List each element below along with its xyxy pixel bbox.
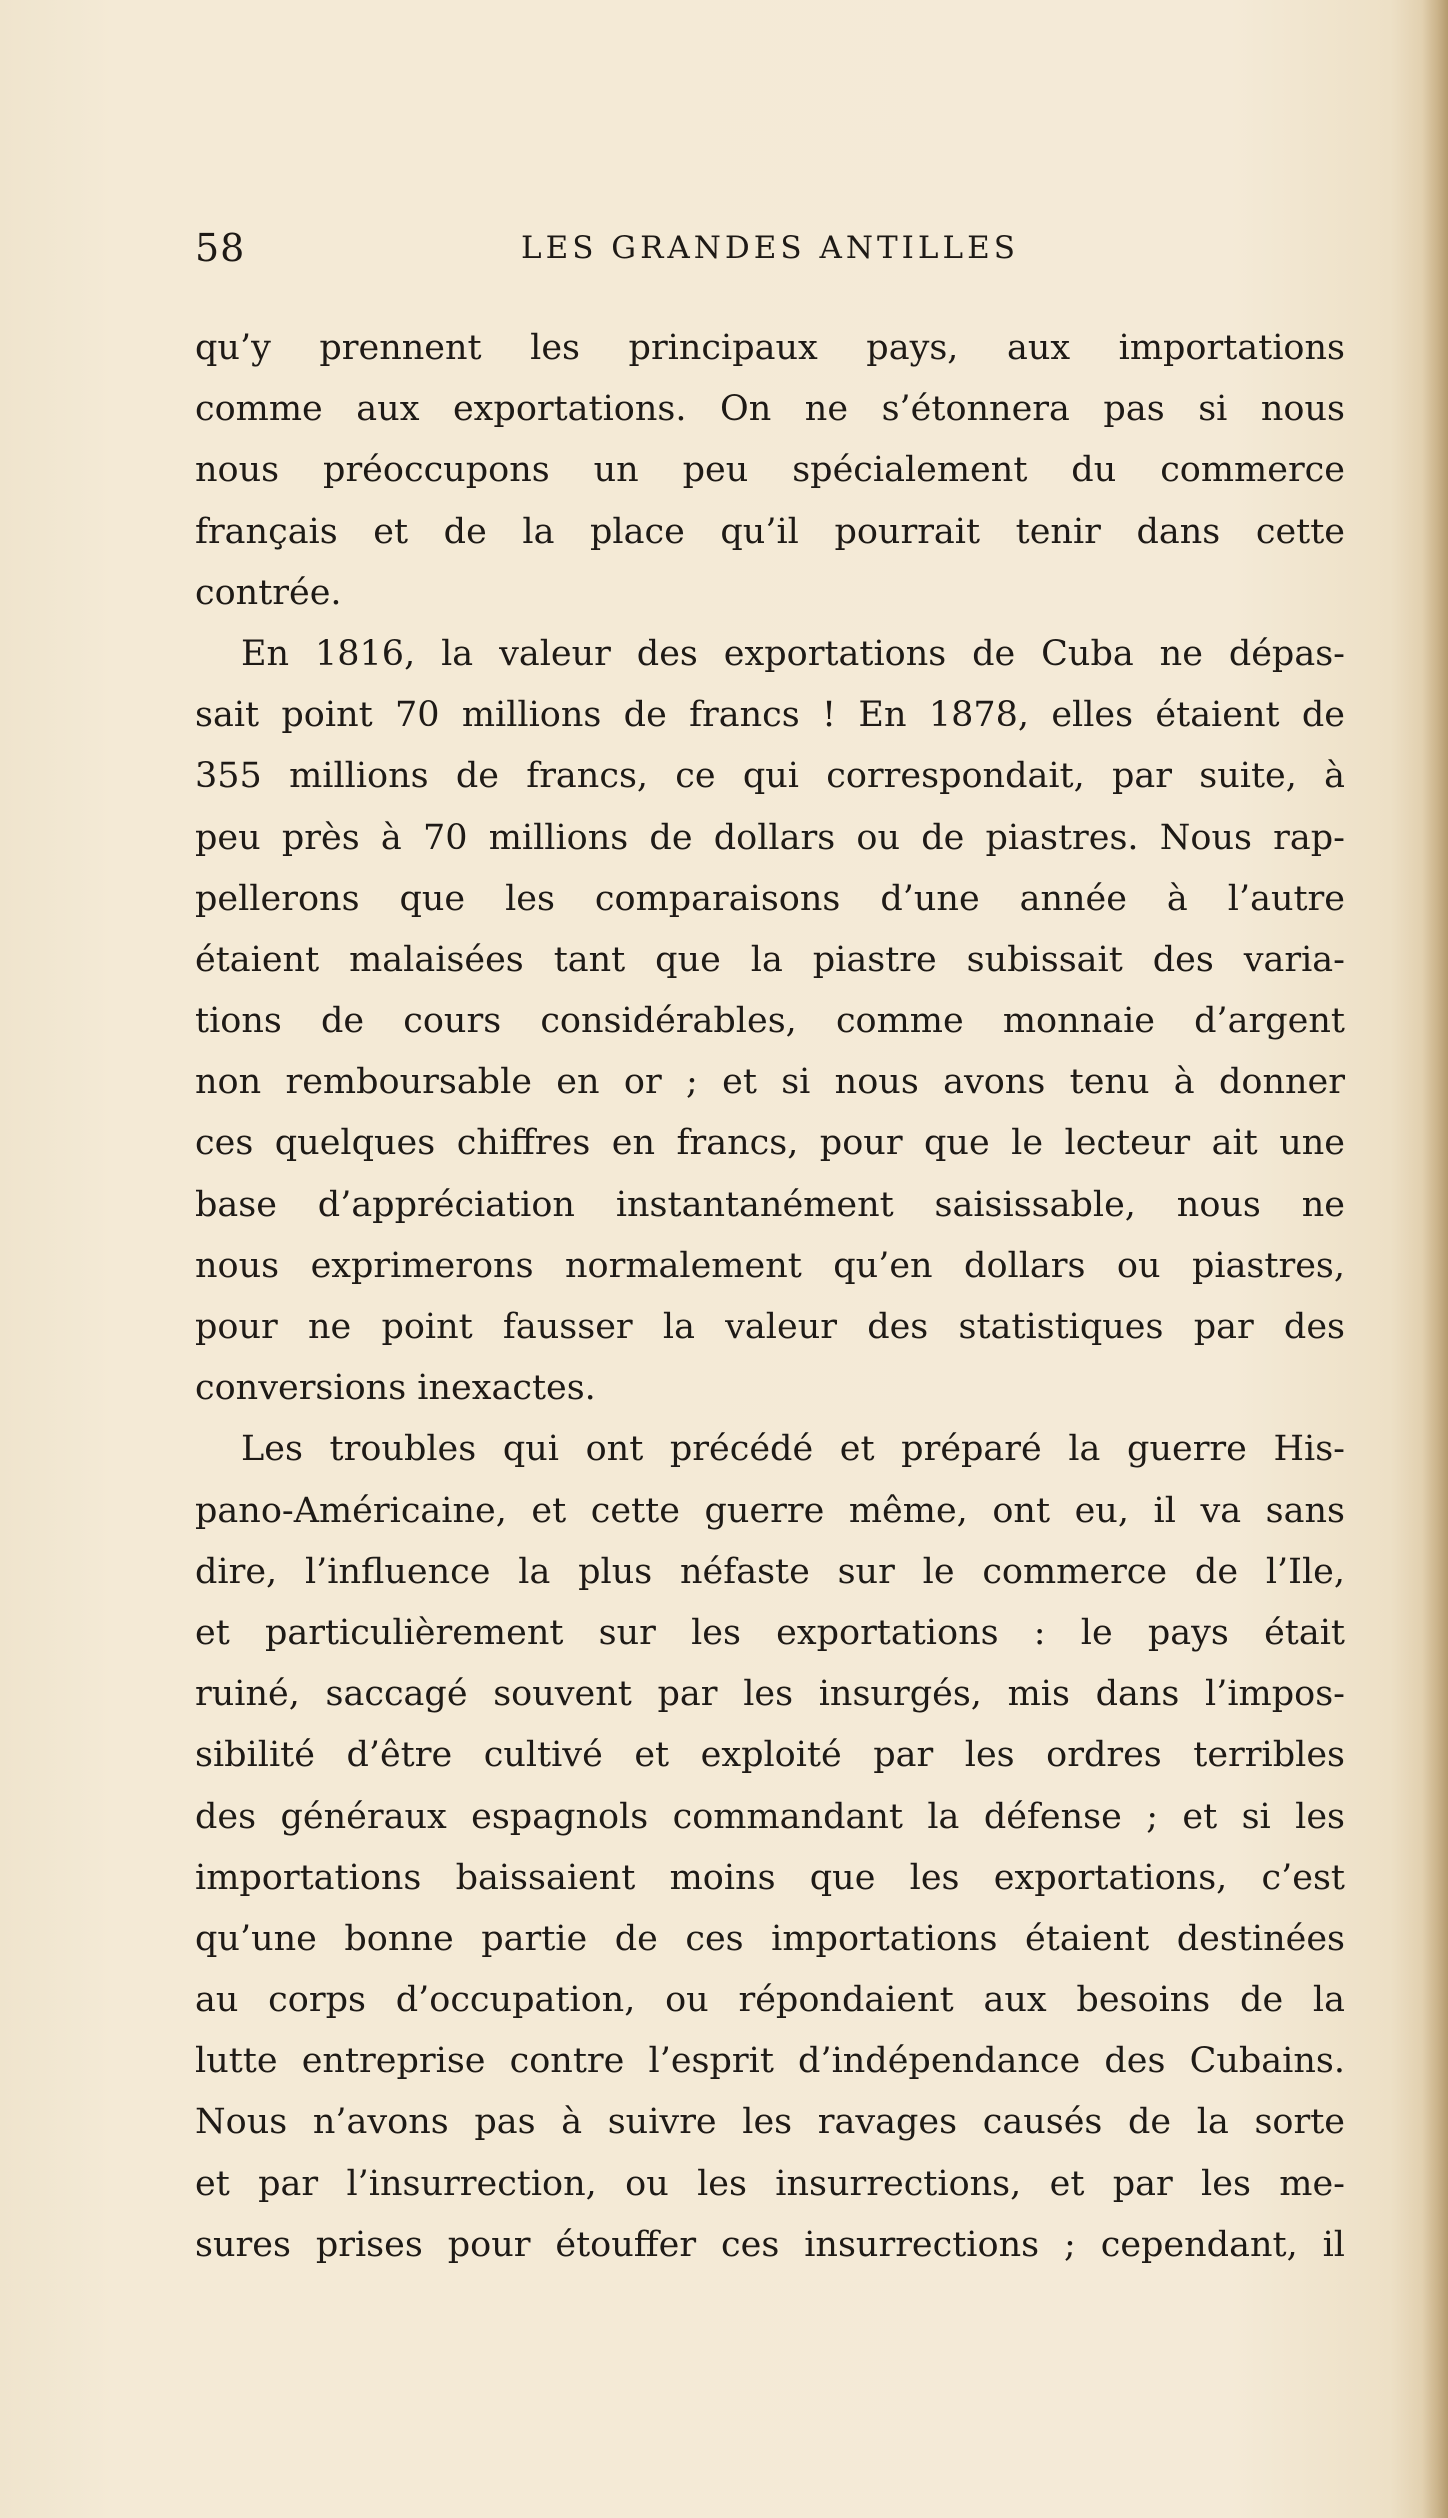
text-line: ruiné, saccagé souvent par les insurgés, mis dans l’impos- (195, 1674, 1345, 1715)
text-line: Nous n’avons pas à suivre les ravages causés de la sorte (195, 2102, 1345, 2143)
text-line: français et de la place qu’il pourrait tenir dans cette (195, 511, 1345, 552)
text-line: nous exprimerons normalement qu’en dollars ou piastres, (195, 1245, 1345, 1286)
page-header (195, 228, 1345, 268)
text-line: dire, l’influence la plus néfaste sur le commerce de l’Ile, (195, 1551, 1345, 1592)
text-line: En 1816, la valeur des exportations de Cuba ne dépas- (241, 633, 1345, 674)
text-line: sait point 70 millions de francs ! En 1878, elles étaient de (195, 695, 1345, 736)
page-number: 58 (195, 226, 246, 270)
text-line: base d’appréciation instantanément saisissable, nous ne (195, 1184, 1345, 1225)
text-line: pour ne point fausser la valeur des statistiques par des (195, 1307, 1345, 1347)
text-line: ces quelques chiffres en francs, pour que le lecteur ait une (195, 1123, 1345, 1164)
text-line: 355 millions de francs, ce qui correspondait, par suite, à (195, 756, 1345, 797)
text-line: pellerons que les comparaisons d’une année à l’autre (195, 878, 1345, 919)
text-line: nous préoccupons un peu spécialement du commerce (195, 450, 1345, 491)
text-line: qu’une bonne partie de ces importations étaient destinées (195, 1918, 1345, 1959)
text-line: tions de cours considérables, comme monnaie d’argent (195, 1001, 1345, 1042)
text-line: pano-Américaine, et cette guerre même, ont eu, il va sans (195, 1490, 1345, 1531)
text-line: et par l’insurrection, ou les insurrections, et par les me- (195, 2163, 1345, 2204)
text-line: Les troubles qui ont précédé et préparé la guerre His- (241, 1429, 1345, 1470)
text-line: qu’y prennent les principaux pays, aux importations (195, 328, 1345, 368)
page-edge-shadow (1422, 0, 1448, 2518)
text-line: contrée. (195, 572, 342, 613)
text-line: des généraux espagnols commandant la défense ; et si les (195, 1796, 1345, 1837)
text-line: importations baissaient moins que les exportations, c’est (195, 1857, 1345, 1898)
text-line: non remboursable en or ; et si nous avons tenu à donner (195, 1062, 1345, 1103)
text-line: comme aux exportations. On ne s’étonnera pas si nous (195, 389, 1345, 430)
text-line: peu près à 70 millions de dollars ou de piastres. Nous rap- (195, 817, 1345, 858)
text-line: lutte entreprise contre l’esprit d’indépendance des Cubains. (195, 2041, 1345, 2082)
text-line: sures prises pour étouffer ces insurrections ; cependant, il (195, 2224, 1345, 2265)
body-text (195, 318, 1345, 2276)
text-line: et particulièrement sur les exportations : le pays était (195, 1612, 1345, 1653)
text-line: étaient malaisées tant que la piastre subissait des varia- (195, 939, 1345, 980)
text-line: au corps d’occupation, ou répondaient aux besoins de la (195, 1980, 1345, 2021)
text-line: sibilité d’être cultivé et exploité par les ordres terribles (195, 1735, 1345, 1776)
running-title: LES GRANDES ANTILLES (521, 230, 1019, 266)
text-line: conversions inexactes. (195, 1368, 596, 1409)
